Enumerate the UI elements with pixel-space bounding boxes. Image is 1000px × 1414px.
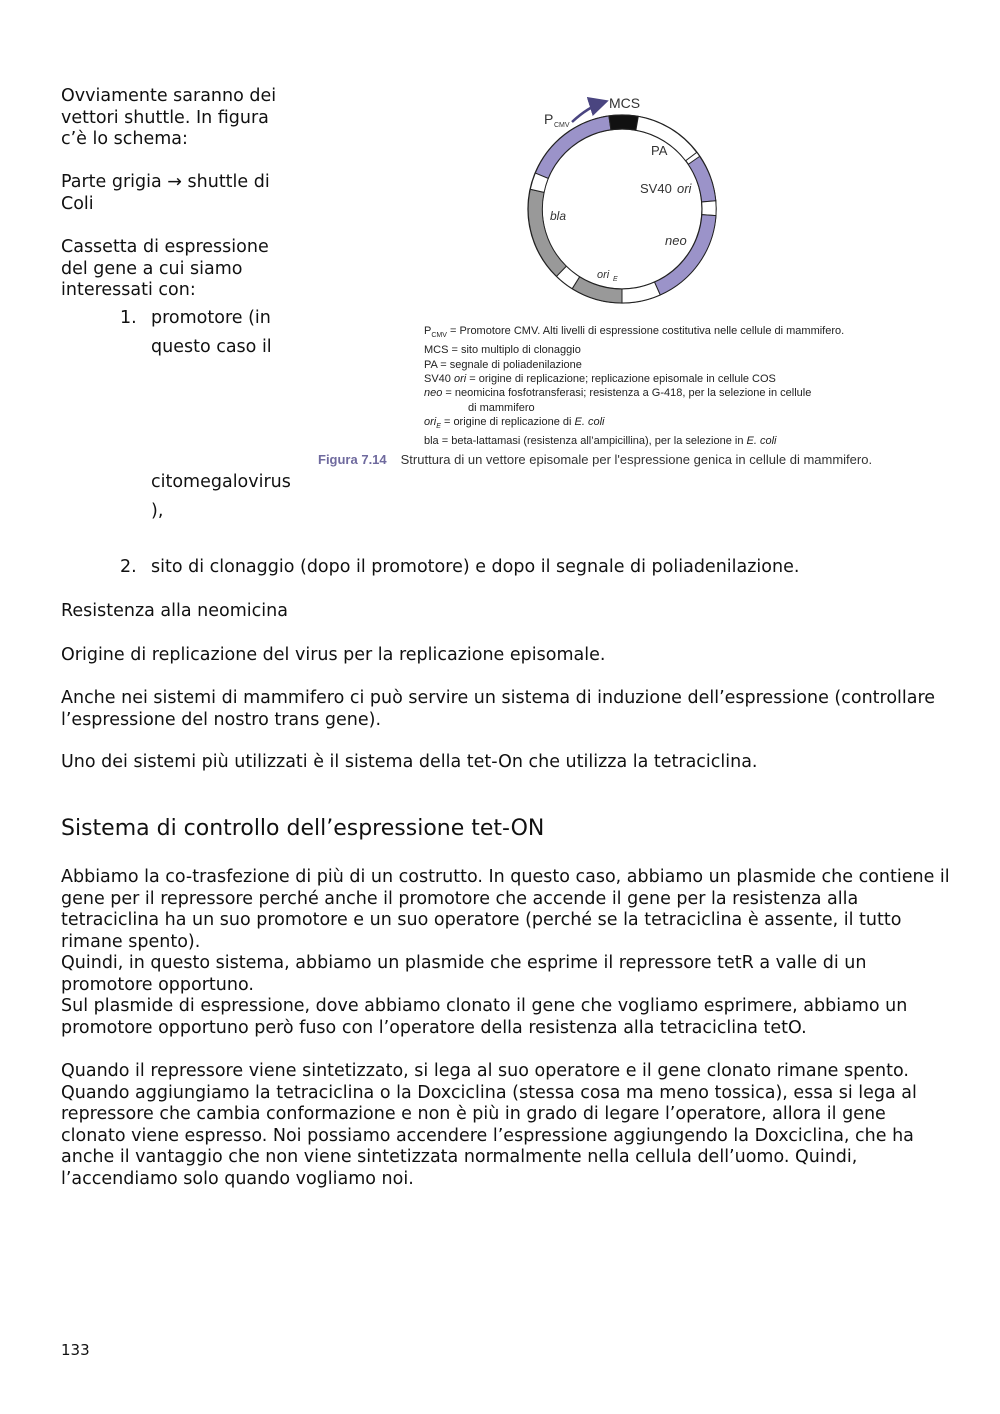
label-pa: PA (651, 143, 668, 158)
label-sv40: SV40 (640, 181, 672, 196)
legend-line-sv40: SV40 ori = origine di replicazione; replicazione episomale in cellule COS (424, 373, 776, 386)
paragraph-neomycin: Resistenza alla neomicina (61, 601, 288, 621)
list-item-2 (0, 553, 1000, 583)
label-neo: neo (665, 233, 687, 248)
page-number: 133 (61, 1341, 90, 1359)
paragraph-teto: Sul plasmide di espressione, dove abbiamo clonato il gene che vogliamo esprimere, abbiamo un promotore opportuno però fuso con l’operatore della resistenza alla tetraciclina tetO. (61, 996, 908, 1038)
legend-line-neo-cont: di mammifero (468, 401, 535, 414)
list-text-line: citomegalovirus (151, 472, 291, 492)
list-text-line: questo caso il (151, 337, 272, 357)
paragraph-tet-on: Uno dei sistemi più utilizzati è il sistema della tet-On che utilizza la tetraciclina. (61, 752, 758, 772)
label-mcs: MCS (609, 95, 641, 111)
figure-caption-text: Struttura di un vettore episomale per l'espressione genica in cellule di mammifero. (400, 452, 873, 467)
paragraph-origin: Origine di replicazione del virus per la replicazione episomale. (61, 645, 606, 665)
paragraph-doxycycline: Quando il repressore viene sintetizzato, si lega al suo operatore e il gene clonato rimane spento. Quando aggiungiamo la tetraciclina o la Doxciclina (stessa cosa ma meno tossica), essa si lega al repressore che cambia conformazione e non è più in grado di legare l’operatore, allora il gene clonato viene espresso. Noi possiamo accendere l’espressione aggiungendo la Doxciclina, che ha anche il vantaggio che non viene sintetizzata normalmente nella cellula dell’uomo. Quindi, l’accendiamo solo quando vogliamo noi. (61, 1061, 917, 1189)
legend-line-neo: neo = neomicina fosfotransferasi; resistenza a G-418, per la selezione in cellule (424, 387, 812, 400)
label-p: P (544, 111, 554, 127)
paragraph-tetr: Quindi, in questo sistema, abbiamo un plasmide che esprime il repressore tetR a valle di un promotore opportuno. (61, 953, 867, 995)
plasmid-map (316, 92, 936, 322)
list-text-line: ), (151, 501, 164, 521)
paragraph-expression-cassette: Cassetta di espressione del gene a cui siamo interessati con: (61, 237, 269, 300)
segment-mcs (609, 115, 638, 130)
label-ori-e: ori (597, 269, 610, 281)
label-sv40-ori: ori (677, 181, 692, 196)
legend-line-mcs: MCS = sito multiplo di clonaggio (424, 344, 581, 357)
legend-line-pa: PA = segnale di poliadenilazione (424, 358, 582, 371)
section-heading: Sistema di controllo dell’espressione tet-ON (61, 816, 545, 841)
figure-caption (318, 452, 872, 467)
segment-neo (655, 215, 717, 295)
list-text-line: promotore (in (151, 308, 271, 328)
segment-sv40 (688, 156, 716, 202)
list-number: 1. (120, 308, 137, 328)
legend-line-ori-e: ori$_E$ = origine di replicazione di E. coli (424, 415, 605, 431)
segment-gap-bottom (622, 282, 660, 303)
label-ori-e-sub: E (613, 276, 618, 283)
label-cmv: CMV (554, 122, 570, 129)
segment-gap-right (702, 201, 717, 216)
paragraph-shuttle-vectors: Ovviamente saranno dei vettori shuttle. In figura c’è lo schema: (61, 86, 277, 149)
figure-number: Figura 7.14 (318, 452, 387, 467)
paragraph-grey-part: Parte grigia → shuttle di Coli (61, 172, 270, 214)
list-text: sito di clonaggio (dopo il promotore) e dopo il segnale di poliadenilazione. (151, 557, 800, 577)
segment-bla (528, 189, 566, 276)
figure-legend (424, 324, 844, 449)
paragraph-induction: Anche nei sistemi di mammifero ci può servire un sistema di induzione dell’espressione (controllare l’espressione del nostro trans gene). (61, 688, 936, 730)
legend-line-pcmv: $P_{CMV}$ = Promotore CMV. Alti livelli di espressione costitutiva nelle cellule di mammifero. (424, 325, 845, 340)
paragraph-cotransfection: Abbiamo la co-trasfezione di più di un costrutto. In questo caso, abbiamo un plasmide che contiene il gene per il repressore perché anche il promotore che accende il gene per la resistenza alla tetraciclina ha un suo promotore e un suo operatore (perché se la tetraciclina è assente, il tutto rimane spento). (61, 867, 950, 952)
label-bla: bla (550, 209, 567, 223)
legend-line-bla: bla = beta-lattamasi (resistenza all’ampicillina), per la selezione in E. coli (424, 435, 777, 448)
list-number: 2. (120, 557, 137, 577)
